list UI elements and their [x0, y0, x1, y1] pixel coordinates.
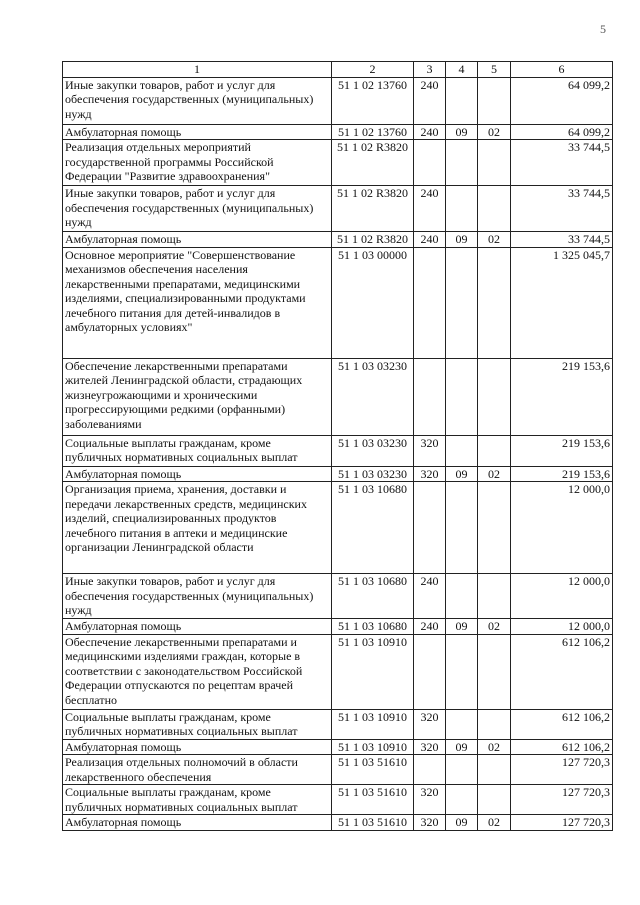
row-amount-cell: 219 153,6: [511, 435, 613, 466]
row-expense-type-cell: 240: [414, 124, 446, 140]
row-section-cell: [446, 435, 478, 466]
row-name-cell: Иные закупки товаров, работ и услуг для обеспечения государственных (муниципальных) нужд: [63, 186, 332, 232]
table-row: [63, 815, 613, 831]
row-section-cell: [446, 77, 478, 124]
row-section-cell: [446, 755, 478, 785]
table-row: [63, 574, 613, 619]
row-code-cell: 51 1 02 R3820: [332, 186, 414, 232]
row-code-cell: 51 1 03 10680: [332, 619, 414, 635]
row-name-cell: Амбулаторная помощь: [63, 232, 332, 248]
row-amount-cell: 612 106,2: [511, 709, 613, 739]
row-name-cell: Обеспечение лекарственными препаратами и медицинскими изделиями граждан, которые в соответствии с законодательством Российской Федерации отпускаются по рецептам врачей бесплатно: [63, 634, 332, 709]
row-name-cell: Амбулаторная помощь: [63, 619, 332, 635]
row-expense-type-cell: 320: [414, 435, 446, 466]
row-expense-type-cell: [414, 140, 446, 186]
row-subsection-cell: [478, 77, 511, 124]
budget-table: [62, 61, 613, 831]
row-subsection-cell: [478, 574, 511, 619]
column-header-5: 5: [478, 62, 511, 78]
row-name-cell: Иные закупки товаров, работ и услуг для обеспечения государственных (муниципальных) нужд: [63, 77, 332, 124]
table-row: [63, 124, 613, 140]
row-code-cell: 51 1 03 51610: [332, 785, 414, 815]
table-row: [63, 247, 613, 358]
row-name-cell: Реализация отдельных мероприятий государственной программы Российской Федерации "Развитие здравоохранения": [63, 140, 332, 186]
row-section-cell: 09: [446, 466, 478, 482]
table-row: [63, 358, 613, 435]
column-header-3: 3: [414, 62, 446, 78]
row-code-cell: 51 1 03 10910: [332, 709, 414, 739]
row-name-cell: Социальные выплаты гражданам, кроме публичных нормативных социальных выплат: [63, 785, 332, 815]
row-amount-cell: 33 744,5: [511, 232, 613, 248]
row-subsection-cell: 02: [478, 466, 511, 482]
row-subsection-cell: [478, 785, 511, 815]
row-subsection-cell: [478, 755, 511, 785]
row-amount-cell: 127 720,3: [511, 815, 613, 831]
row-code-cell: 51 1 03 10680: [332, 574, 414, 619]
table-row: [63, 619, 613, 635]
row-code-cell: 51 1 02 R3820: [332, 232, 414, 248]
table-row: [63, 482, 613, 574]
row-expense-type-cell: 320: [414, 739, 446, 755]
table-header-row: [63, 62, 613, 78]
table-body: [63, 77, 613, 830]
row-amount-cell: 219 153,6: [511, 358, 613, 435]
row-expense-type-cell: 320: [414, 815, 446, 831]
row-code-cell: 51 1 03 10910: [332, 634, 414, 709]
table-row: [63, 785, 613, 815]
table-row: [63, 634, 613, 709]
row-code-cell: 51 1 03 51610: [332, 815, 414, 831]
row-section-cell: [446, 247, 478, 358]
row-code-cell: 51 1 03 00000: [332, 247, 414, 358]
table-row: [63, 739, 613, 755]
row-subsection-cell: [478, 140, 511, 186]
row-section-cell: 09: [446, 619, 478, 635]
row-amount-cell: 219 153,6: [511, 466, 613, 482]
row-code-cell: 51 1 03 03230: [332, 466, 414, 482]
row-name-cell: Амбулаторная помощь: [63, 466, 332, 482]
row-subsection-cell: 02: [478, 124, 511, 140]
row-name-cell: Социальные выплаты гражданам, кроме публичных нормативных социальных выплат: [63, 435, 332, 466]
row-subsection-cell: [478, 634, 511, 709]
row-expense-type-cell: 240: [414, 77, 446, 124]
row-amount-cell: 12 000,0: [511, 574, 613, 619]
row-amount-cell: 64 099,2: [511, 77, 613, 124]
column-header-2: 2: [332, 62, 414, 78]
table-row: [63, 466, 613, 482]
row-code-cell: 51 1 02 13760: [332, 124, 414, 140]
row-subsection-cell: [478, 186, 511, 232]
row-section-cell: 09: [446, 815, 478, 831]
row-expense-type-cell: 320: [414, 785, 446, 815]
row-code-cell: 51 1 03 10910: [332, 739, 414, 755]
row-expense-type-cell: 320: [414, 466, 446, 482]
table-row: [63, 140, 613, 186]
row-section-cell: [446, 358, 478, 435]
row-section-cell: [446, 785, 478, 815]
row-amount-cell: 612 106,2: [511, 634, 613, 709]
row-expense-type-cell: 240: [414, 186, 446, 232]
column-header-1: 1: [63, 62, 332, 78]
row-section-cell: [446, 574, 478, 619]
row-amount-cell: 33 744,5: [511, 140, 613, 186]
table-row: [63, 709, 613, 739]
row-subsection-cell: [478, 709, 511, 739]
row-subsection-cell: 02: [478, 815, 511, 831]
column-header-6: 6: [511, 62, 613, 78]
row-code-cell: 51 1 03 03230: [332, 358, 414, 435]
row-section-cell: [446, 482, 478, 574]
row-code-cell: 51 1 02 R3820: [332, 140, 414, 186]
row-subsection-cell: [478, 247, 511, 358]
row-expense-type-cell: 240: [414, 574, 446, 619]
row-expense-type-cell: 240: [414, 232, 446, 248]
row-amount-cell: 127 720,3: [511, 755, 613, 785]
table-row: [63, 755, 613, 785]
row-name-cell: Социальные выплаты гражданам, кроме публичных нормативных социальных выплат: [63, 709, 332, 739]
row-name-cell: Иные закупки товаров, работ и услуг для обеспечения государственных (муниципальных) нужд: [63, 574, 332, 619]
row-amount-cell: 12 000,0: [511, 482, 613, 574]
row-section-cell: [446, 634, 478, 709]
row-name-cell: Организация приема, хранения, доставки и передачи лекарственных средств, медицинских изделий, специализированных продуктов лечебного питания в аптеки и медицинские организации Ленинградской области: [63, 482, 332, 574]
table-row: [63, 232, 613, 248]
row-section-cell: 09: [446, 739, 478, 755]
row-amount-cell: 64 099,2: [511, 124, 613, 140]
row-section-cell: [446, 140, 478, 186]
row-code-cell: 51 1 03 51610: [332, 755, 414, 785]
row-subsection-cell: [478, 482, 511, 574]
row-amount-cell: 127 720,3: [511, 785, 613, 815]
row-name-cell: Обеспечение лекарственными препаратами жителей Ленинградской области, страдающих жизнеугрожающими и хроническими прогрессирующими редкими (орфанными) заболеваниями: [63, 358, 332, 435]
row-subsection-cell: [478, 358, 511, 435]
row-name-cell: Амбулаторная помощь: [63, 124, 332, 140]
row-section-cell: 09: [446, 124, 478, 140]
row-amount-cell: 33 744,5: [511, 186, 613, 232]
row-expense-type-cell: 240: [414, 619, 446, 635]
row-amount-cell: 612 106,2: [511, 739, 613, 755]
row-amount-cell: 12 000,0: [511, 619, 613, 635]
row-name-cell: Реализация отдельных полномочий в области лекарственного обеспечения: [63, 755, 332, 785]
row-expense-type-cell: [414, 358, 446, 435]
row-name-cell: Основное мероприятие "Совершенствование механизмов обеспечения населения лекарственными препаратами, медицинскими изделиями, специализированными продуктами лечебного питания для детей-инвалидов в амбулаторных условиях": [63, 247, 332, 358]
row-name-cell: Амбулаторная помощь: [63, 739, 332, 755]
row-expense-type-cell: [414, 247, 446, 358]
row-code-cell: 51 1 02 13760: [332, 77, 414, 124]
row-amount-cell: 1 325 045,7: [511, 247, 613, 358]
row-code-cell: 51 1 03 10680: [332, 482, 414, 574]
row-subsection-cell: 02: [478, 619, 511, 635]
row-section-cell: [446, 186, 478, 232]
row-code-cell: 51 1 03 03230: [332, 435, 414, 466]
row-subsection-cell: [478, 435, 511, 466]
table-row: [63, 435, 613, 466]
page-number: 5: [600, 22, 606, 36]
row-section-cell: [446, 709, 478, 739]
row-subsection-cell: 02: [478, 739, 511, 755]
row-expense-type-cell: [414, 755, 446, 785]
table-row: [63, 77, 613, 124]
row-expense-type-cell: [414, 634, 446, 709]
row-section-cell: 09: [446, 232, 478, 248]
column-header-4: 4: [446, 62, 478, 78]
row-name-cell: Амбулаторная помощь: [63, 815, 332, 831]
row-expense-type-cell: 320: [414, 709, 446, 739]
row-subsection-cell: 02: [478, 232, 511, 248]
table-row: [63, 186, 613, 232]
row-expense-type-cell: [414, 482, 446, 574]
